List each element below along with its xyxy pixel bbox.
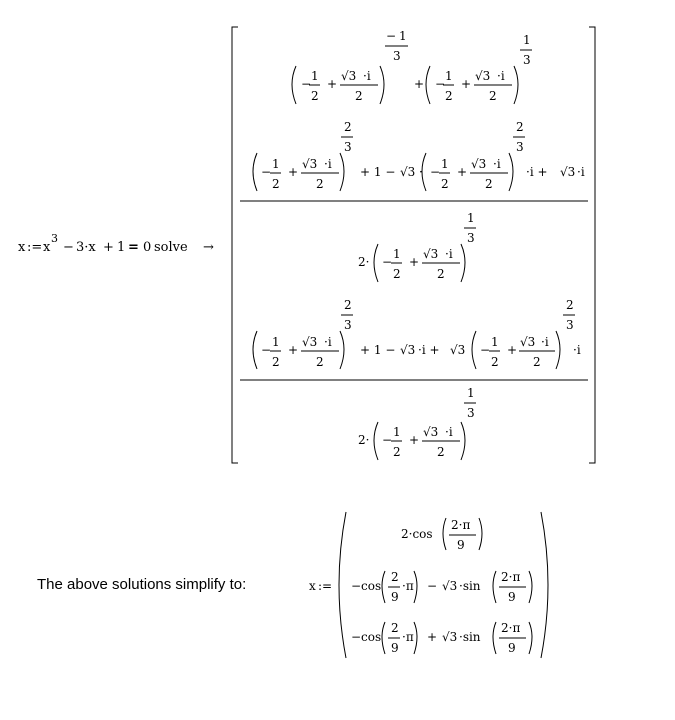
svg-text:2·cos: 2·cos	[401, 527, 433, 541]
svg-text:·sin: ·sin	[459, 579, 481, 593]
svg-text:+: +	[461, 77, 472, 91]
svg-text:2: 2	[437, 267, 445, 281]
svg-text:√3: √3	[423, 425, 439, 439]
symbolic-arrow: →	[203, 240, 214, 255]
svg-text:9: 9	[391, 641, 399, 655]
svg-text:−: −	[386, 29, 397, 43]
svg-text:2: 2	[391, 621, 399, 635]
solution-row-3	[240, 298, 588, 460]
solve-keyword: solve	[154, 240, 188, 255]
svg-text:·i: ·i	[363, 69, 371, 83]
svg-text:1: 1	[441, 157, 449, 171]
svg-text:2: 2	[485, 177, 493, 191]
svg-text:2: 2	[566, 298, 574, 312]
svg-text:2: 2	[344, 298, 352, 312]
svg-text:+: +	[288, 165, 299, 179]
svg-text:1: 1	[272, 335, 280, 349]
svg-text:2: 2	[311, 89, 319, 103]
svg-text:3: 3	[566, 318, 574, 332]
svg-text:+: +	[427, 630, 438, 644]
svg-text:·i: ·i	[577, 165, 585, 179]
svg-text:·i: ·i	[324, 335, 332, 349]
svg-text:−: −	[435, 77, 446, 91]
svg-text:−: −	[427, 579, 438, 593]
svg-text:·i: ·i	[445, 247, 453, 261]
svg-text:2: 2	[491, 355, 499, 369]
svg-text:3: 3	[393, 49, 401, 63]
svg-text:1: 1	[311, 69, 319, 83]
svg-text:·π: ·π	[402, 630, 414, 644]
svg-text:1: 1	[393, 425, 401, 439]
svg-text:9: 9	[457, 538, 465, 552]
svg-text:2: 2	[272, 177, 280, 191]
svg-text:1: 1	[117, 240, 126, 255]
svg-text:·i: ·i	[573, 343, 581, 357]
svg-text:√3: √3	[471, 157, 487, 171]
svg-text:9: 9	[391, 590, 399, 604]
svg-text:·i: ·i	[541, 335, 549, 349]
svg-text:−: −	[63, 240, 74, 255]
svg-text:2: 2	[316, 355, 324, 369]
svg-text:1: 1	[272, 157, 280, 171]
svg-text:√3: √3	[400, 165, 416, 179]
svg-text:2·: 2·	[358, 255, 370, 269]
svg-text:2: 2	[533, 355, 541, 369]
svg-text:+: +	[414, 77, 425, 91]
svg-text::=: :=	[318, 579, 333, 593]
svg-text:√3: √3	[302, 157, 318, 171]
svg-text:√3: √3	[442, 579, 458, 593]
solution-row-1	[292, 29, 532, 104]
svg-text:3: 3	[516, 140, 524, 154]
solution-vector-brackets	[232, 27, 595, 463]
vector-right-paren	[541, 512, 548, 658]
svg-text:x: x	[43, 240, 51, 255]
simplified-result[interactable]	[309, 512, 548, 658]
svg-text:2: 2	[355, 89, 363, 103]
svg-text:2: 2	[489, 89, 497, 103]
svg-text:2: 2	[316, 177, 324, 191]
svg-text:·i: ·i	[324, 157, 332, 171]
svg-text:+: +	[288, 343, 299, 357]
svg-text:−cos: −cos	[351, 630, 382, 644]
svg-text:2: 2	[445, 89, 453, 103]
svg-text:1: 1	[445, 69, 453, 83]
svg-text:1: 1	[467, 211, 475, 225]
svg-text:·: ·	[419, 165, 423, 179]
svg-text:−: −	[301, 77, 312, 91]
svg-text:−: −	[430, 165, 441, 179]
svg-text:·i: ·i	[493, 157, 501, 171]
svg-text:2·: 2·	[358, 433, 370, 447]
svg-text:√3: √3	[560, 165, 576, 179]
svg-text:2: 2	[516, 120, 524, 134]
svg-text:·sin: ·sin	[459, 630, 481, 644]
solution-row-2	[240, 120, 588, 282]
simplify-label: The above solutions simplify to:	[37, 576, 247, 593]
svg-text:2·π: 2·π	[501, 621, 521, 635]
svg-text:3: 3	[523, 53, 531, 67]
svg-text:2: 2	[393, 267, 401, 281]
svg-text:1: 1	[491, 335, 499, 349]
svg-text:3: 3	[51, 232, 58, 245]
svg-text::=: :=	[27, 240, 43, 255]
svg-text:3: 3	[467, 231, 475, 245]
svg-text:3: 3	[467, 406, 475, 420]
svg-text:·i: ·i	[497, 69, 505, 83]
svg-text:x: x	[18, 240, 26, 255]
svg-text:2: 2	[272, 355, 280, 369]
svg-text:1: 1	[523, 33, 531, 47]
svg-text:+: +	[457, 165, 468, 179]
svg-text:+: +	[327, 77, 338, 91]
svg-text:9: 9	[508, 641, 516, 655]
svg-text:1: 1	[467, 386, 475, 400]
svg-text:√3: √3	[450, 343, 466, 357]
svg-text:+ 1 −: + 1 −	[360, 343, 396, 357]
svg-text:2: 2	[344, 120, 352, 134]
svg-text:0: 0	[143, 240, 152, 255]
svg-text:−: −	[382, 255, 393, 269]
svg-text:−: −	[480, 343, 491, 357]
svg-text:2: 2	[391, 570, 399, 584]
svg-text:√3: √3	[442, 630, 458, 644]
svg-text:·π: ·π	[402, 579, 414, 593]
svg-text:√3: √3	[475, 69, 491, 83]
svg-text:3: 3	[344, 318, 352, 332]
svg-text:−cos: −cos	[351, 579, 382, 593]
svg-text:+: +	[409, 433, 420, 447]
svg-text:+: +	[409, 255, 420, 269]
svg-text:1: 1	[393, 247, 401, 261]
svg-text:−: −	[261, 165, 272, 179]
svg-text:√3: √3	[302, 335, 318, 349]
solve-expression[interactable]	[18, 232, 214, 255]
svg-text:2: 2	[393, 445, 401, 459]
svg-text:√3: √3	[423, 247, 439, 261]
svg-text:√3: √3	[520, 335, 536, 349]
svg-text:x: x	[309, 579, 316, 593]
svg-text:9: 9	[508, 590, 516, 604]
svg-text:·i +: ·i +	[526, 165, 548, 179]
svg-text:+ 1 −: + 1 −	[360, 165, 396, 179]
svg-text:3: 3	[344, 140, 352, 154]
svg-text:2: 2	[437, 445, 445, 459]
vector-left-paren	[339, 512, 346, 658]
svg-text:2·π: 2·π	[451, 518, 471, 532]
svg-text:+: +	[507, 343, 518, 357]
svg-text:3·x: 3·x	[76, 240, 96, 255]
svg-text:·i +: ·i +	[418, 343, 440, 357]
svg-text:2·π: 2·π	[501, 570, 521, 584]
svg-text:=: =	[128, 240, 139, 255]
svg-text:−: −	[382, 433, 393, 447]
svg-text:√3: √3	[341, 69, 357, 83]
svg-text:−: −	[261, 343, 272, 357]
svg-text:+: +	[103, 240, 114, 255]
svg-text:·i: ·i	[445, 425, 453, 439]
svg-text:2: 2	[441, 177, 449, 191]
svg-text:√3: √3	[400, 343, 416, 357]
svg-text:1: 1	[399, 29, 407, 43]
